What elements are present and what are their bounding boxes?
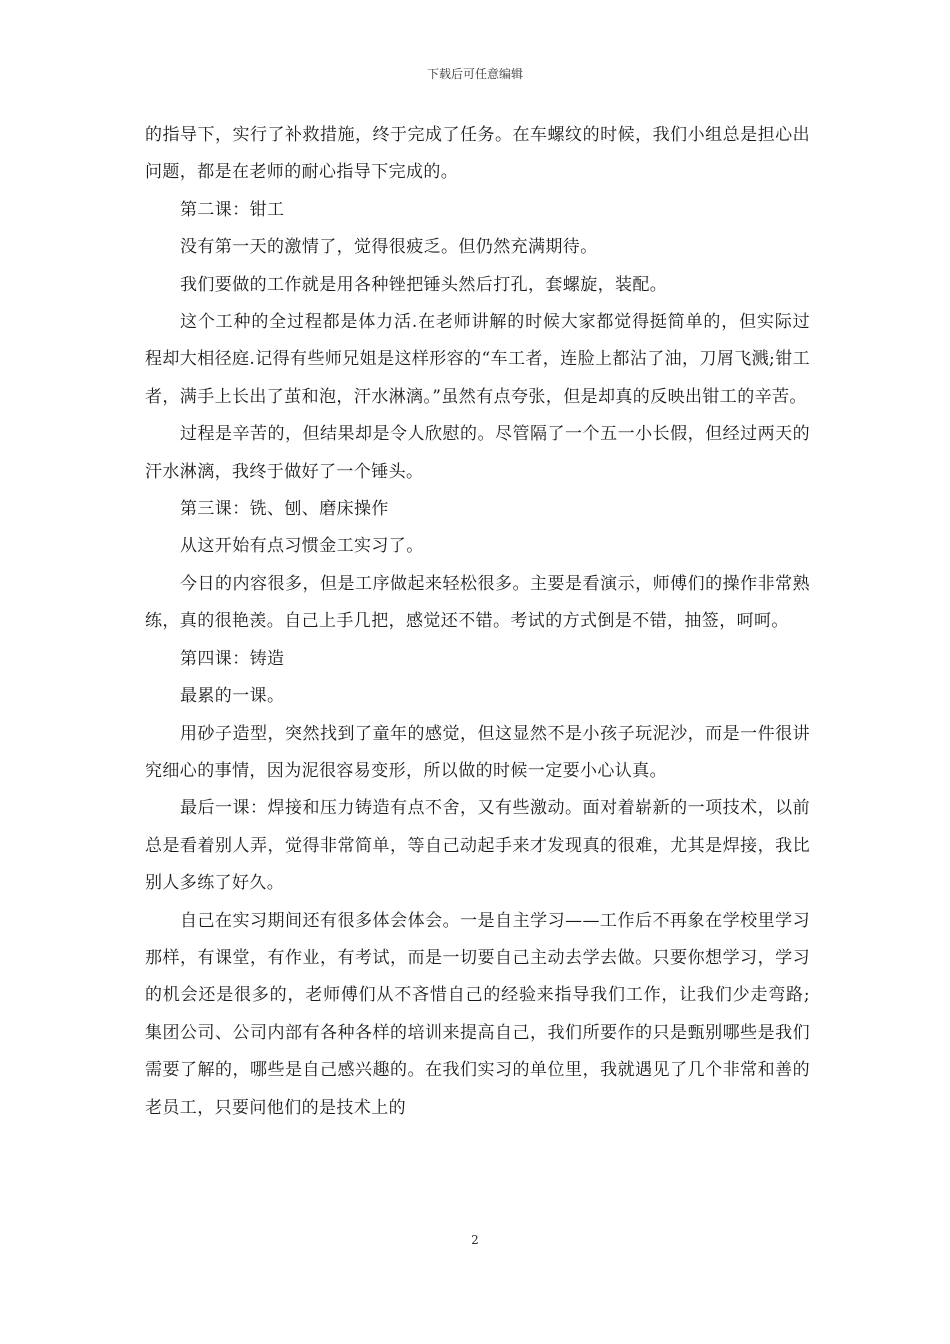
paragraph: 用砂子造型，突然找到了童年的感觉，但这显然不是小孩子玩泥沙，而是一件很讲究细心的事情，因为泥很容易变形，所以做的时候一定要小心认真。: [145, 723, 810, 781]
page-header: 下载后可任意编辑: [426, 67, 523, 81]
paragraph: 的指导下，实行了补救措施，终于完成了任务。在车螺纹的时候，我们小组总是担心出问题，都是在老师的耐心指导下完成的。: [145, 125, 810, 183]
paragraph: 从这开始有点习惯金工实习了。: [180, 536, 424, 557]
section-heading: 第四课：铸造: [180, 648, 285, 669]
section-heading: 第三课：铣、刨、磨床操作: [180, 499, 389, 520]
document-body: [145, 117, 810, 1127]
page-number: 2: [471, 1233, 479, 1247]
paragraph: 这个工种的全过程都是体力活.在老师讲解的时候大家都觉得挺简单的，但实际过程却大相径庭.记得有些师兄姐是这样形容的“车工者，连脸上都沾了油，刀屑飞溅;钳工者，满手上长出了茧和泡，汗水淋漓。”虽然有点夸张，但是却真的反映出钳工的辛苦。: [145, 312, 810, 407]
paragraph: 最后一课：焊接和压力铸造有点不舍，又有些激动。面对着崭新的一项技术，以前总是看着别人弄，觉得非常简单，等自己动起手来才发现真的很难，尤其是焊接，我比别人多练了好久。: [145, 798, 810, 894]
section-heading: 第二课：钳工: [180, 199, 285, 220]
paragraph: 自己在实习期间还有很多体会体会。一是自主学习——工作后不再象在学校里学习那样，有课堂，有作业，有考试，而是一切要自己主动去学去做。只要你想学习，学习的机会还是很多的，老师傅们从不吝惜自己的经验来指导我们工作，让我们少走弯路;集团公司、公司内部有各种各样的培训来提高自己，我们所要作的只是甄别哪些是我们需要了解的，哪些是自己感兴趣的。在我们实习的单位里，我就遇见了几个非常和善的老员工，只要问他们的是技术上的: [145, 910, 810, 1118]
paragraph: 今日的内容很多，但是工序做起来轻松很多。主要是看演示，师傅们的操作非常熟练，真的很艳羡。自己上手几把，感觉还不错。考试的方式倒是不错，抽签，呵呵。: [145, 573, 810, 632]
paragraph: 过程是辛苦的，但结果却是令人欣慰的。尽管隔了一个五一小长假，但经过两天的汗水淋漓，我终于做好了一个锤头。: [145, 424, 810, 482]
paragraph: 最累的一课。: [180, 686, 285, 707]
paragraph: 我们要做的工作就是用各种锉把锤头然后打孔，套螺旋，装配。: [180, 274, 668, 295]
paragraph: 没有第一天的激情了，觉得很疲乏。但仍然充满期待。: [180, 237, 598, 258]
